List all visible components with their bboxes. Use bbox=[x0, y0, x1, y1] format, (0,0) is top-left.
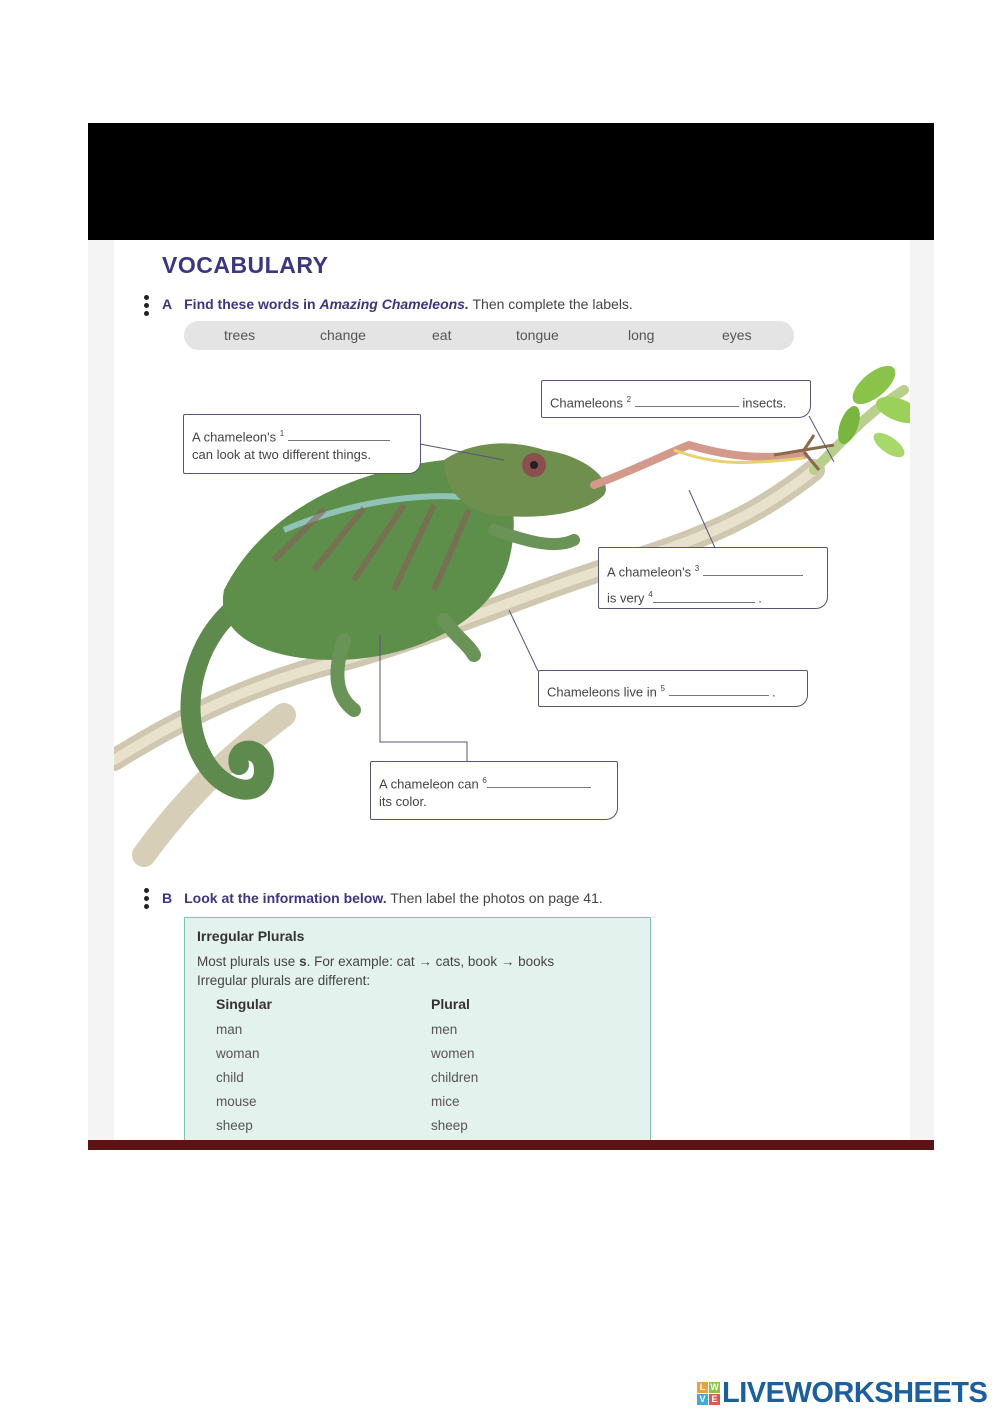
section-b-letter: B bbox=[162, 890, 173, 906]
chameleon-tongue bbox=[594, 445, 804, 485]
plurals-irregular-line: Irregular plurals are different: bbox=[197, 973, 371, 988]
top-black-bar bbox=[88, 123, 934, 240]
answer-blank-3[interactable] bbox=[703, 564, 803, 576]
label-box-3: A chameleon's $^3$ is very $^4$ . bbox=[598, 547, 828, 609]
word-bank-item[interactable]: tongue bbox=[516, 327, 559, 343]
worksheet-content bbox=[114, 240, 910, 1140]
label-box-2: Chameleons $^2$ insects. bbox=[541, 380, 811, 418]
word-bank-item[interactable]: long bbox=[628, 327, 655, 343]
word-bank-item[interactable]: eat bbox=[432, 327, 452, 343]
plural-cell: sheep bbox=[431, 1118, 468, 1133]
label-box-1: A chameleon's $^1$ can look at two different things. bbox=[183, 414, 421, 474]
singular-cell: man bbox=[216, 1022, 243, 1037]
plural-cell: men bbox=[431, 1022, 458, 1037]
answer-blank-5[interactable] bbox=[669, 684, 769, 696]
section-a-letter: A bbox=[162, 296, 173, 312]
label-box-6: A chameleon can $^6$ its color. bbox=[370, 761, 618, 820]
worksheet-page bbox=[88, 240, 934, 1140]
word-bank-item[interactable]: eyes bbox=[722, 327, 752, 343]
label-box-5: Chameleons live in $^5$ . bbox=[538, 670, 808, 707]
singular-cell: child bbox=[216, 1070, 244, 1085]
section-a-instruction: A Find these words in Amazing Chameleons. Then complete the labels. bbox=[162, 296, 633, 312]
liveworksheets-wordmark: LIVEWORKSHEETS bbox=[722, 1376, 988, 1409]
singular-header: Singular bbox=[216, 996, 273, 1012]
irregular-plurals-title: Irregular Plurals bbox=[197, 928, 305, 944]
plural-cell: children bbox=[431, 1070, 479, 1085]
section-b-instruction: B Look at the information below. Then label the photos on page 41. bbox=[162, 890, 603, 906]
singular-cell: sheep bbox=[216, 1118, 253, 1133]
answer-blank-2[interactable] bbox=[635, 395, 739, 407]
plural-cell: mice bbox=[431, 1094, 460, 1109]
plural-cell: women bbox=[431, 1046, 475, 1061]
liveworksheets-logo-icon: L W V E bbox=[697, 1382, 720, 1405]
answer-blank-1[interactable] bbox=[288, 429, 390, 441]
vocabulary-title: VOCABULARY bbox=[162, 252, 329, 278]
liveworksheets-logo bbox=[697, 1376, 987, 1410]
answer-blank-4[interactable] bbox=[653, 591, 755, 603]
bottom-bar bbox=[88, 1140, 934, 1150]
singular-cell: woman bbox=[216, 1046, 260, 1061]
leaf-icon bbox=[870, 428, 909, 462]
section-b-dots-icon bbox=[144, 888, 150, 912]
irregular-plurals-box bbox=[184, 917, 651, 1140]
answer-blank-6[interactable] bbox=[487, 776, 591, 788]
singular-cell: mouse bbox=[216, 1094, 257, 1109]
word-bank-item[interactable]: trees bbox=[224, 327, 256, 343]
plural-header: Plural bbox=[431, 996, 470, 1012]
plurals-rule-line: Most plurals use s. For example: cat → cats, book → books bbox=[197, 954, 555, 969]
word-bank-item[interactable]: change bbox=[320, 327, 366, 343]
